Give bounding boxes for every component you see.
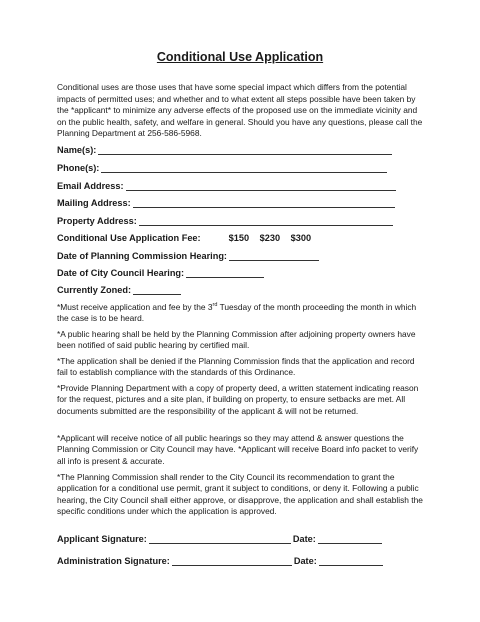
intro-paragraph: Conditional uses are those uses that have some special impact which differs from the potential impacts of permitted uses; and whether and to what extent all steps possible have been taken by the *applicant* to minimize any adverse effects of the proposed use on the immediate vicinity and on the public health, safety, and welfare in general. Should you have any questions, please call the Planning Department at 256-586-5968. <box>57 82 423 139</box>
fee-field <box>57 233 319 243</box>
planning-hearing-label: Date of Planning Commission Hearing: <box>57 251 227 261</box>
zoned-field <box>57 285 181 295</box>
note-deadline <box>57 302 425 325</box>
property-field <box>57 216 393 226</box>
applicant-signature-row <box>57 534 382 544</box>
council-hearing-line[interactable] <box>186 268 264 278</box>
admin-signature-row <box>57 556 383 566</box>
applicant-signature-label: Applicant Signature: <box>57 534 147 544</box>
page-title: Conditional Use Application <box>156 50 324 64</box>
applicant-date-label: Date: <box>292 534 316 544</box>
property-label: Property Address: <box>57 216 137 226</box>
name-label: Name(s): <box>57 145 97 155</box>
admin-date-label: Date: <box>293 556 317 566</box>
planning-hearing-line[interactable] <box>229 251 319 261</box>
name-line[interactable] <box>98 145 392 155</box>
email-line[interactable] <box>126 181 396 191</box>
council-hearing-field <box>57 268 264 278</box>
admin-date-line[interactable] <box>319 556 383 566</box>
note-documents: *Provide Planning Department with a copy of property deed, a written statement indicating reason for the request, pictures and a site plan, if building on property, to ensure setbacks are met. All documents submitted are the responsibility of the applicant & will not be returned. <box>57 383 419 416</box>
zoned-line[interactable] <box>133 285 181 295</box>
name-field <box>57 145 392 155</box>
admin-signature-label: Administration Signature: <box>57 556 170 566</box>
phone-line[interactable] <box>101 163 387 173</box>
applicant-signature-line[interactable] <box>149 534 291 544</box>
fee-option-230[interactable]: $230 <box>259 233 281 243</box>
fee-option-150[interactable]: $150 <box>228 233 250 243</box>
mailing-label: Mailing Address: <box>57 198 131 208</box>
applicant-date-line[interactable] <box>318 534 382 544</box>
phone-field <box>57 163 387 173</box>
mailing-field <box>57 198 395 208</box>
note-deadline-b: Tuesday of the month proceeding the month in which the case is to be heard. <box>57 302 417 324</box>
admin-signature-line[interactable] <box>172 556 292 566</box>
email-label: Email Address: <box>57 181 124 191</box>
fee-option-300[interactable]: $300 <box>290 233 312 243</box>
note-public-hearing: *A public hearing shall be held by the Planning Commission after adjoining property owners have been notified of said public hearing by certified mail. <box>57 329 416 351</box>
note-deadline-sup: rd <box>212 302 218 309</box>
planning-hearing-field <box>57 251 319 261</box>
property-line[interactable] <box>139 216 393 226</box>
note-notices: *Applicant will receive notice of all public hearings so they may attend & answer questions the Planning Commission or City Council may have. *Applicant will receive Board info packet to verify all info is present & accurate. <box>57 433 419 466</box>
council-hearing-label: Date of City Council Hearing: <box>57 268 185 278</box>
fee-label: Conditional Use Application Fee: <box>57 233 201 243</box>
note-recommendation: *The Planning Commission shall render to the City Council its recommendation to grant the application for a conditional use permit, grant it subject to conditions, or deny it. Following a public hearing, the City Council shall either approve, or disapprove, the application and shall establish the specific conditions under which the application is approved. <box>57 472 423 517</box>
note-deadline-a: *Must receive application and fee by the 3 <box>57 302 213 312</box>
email-field <box>57 181 396 191</box>
fee-values <box>229 233 319 243</box>
note-denial: *The application shall be denied if the Planning Commission finds that the application and record fail to establish compliance with the standards of this Ordinance. <box>57 356 415 378</box>
mailing-line[interactable] <box>133 198 395 208</box>
zoned-label: Currently Zoned: <box>57 285 132 295</box>
phone-label: Phone(s): <box>57 163 100 173</box>
